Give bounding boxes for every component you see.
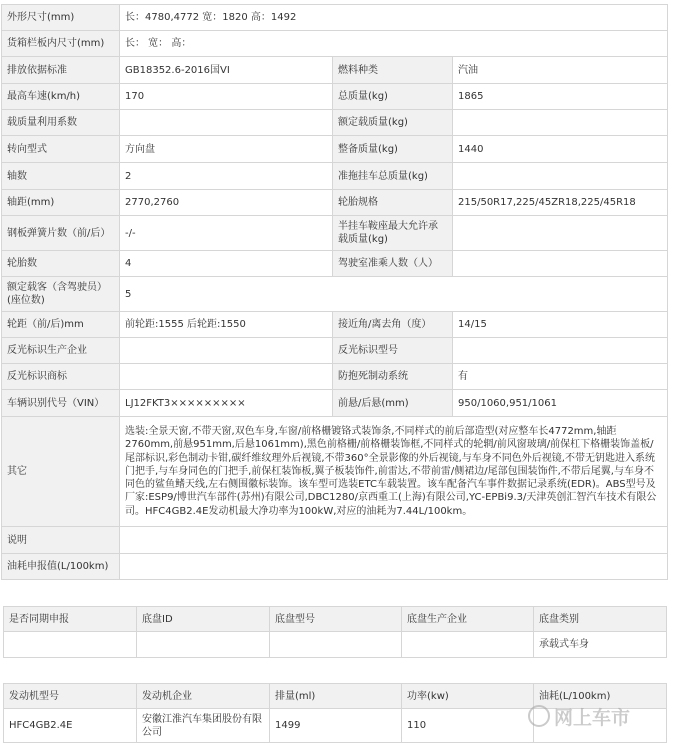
spec-value: 2	[120, 163, 333, 190]
spec-row	[2, 216, 668, 251]
engine-header-cell: 排量(ml)	[270, 684, 402, 709]
spec-value: 14/15	[453, 312, 668, 338]
spec-label: 整备质量(kg)	[333, 136, 453, 163]
chassis-header-cell: 底盘ID	[137, 607, 270, 632]
spec-row	[2, 5, 668, 31]
spec-value: 长：4780,4772 宽：1820 高：1492	[120, 5, 668, 31]
spec-row	[2, 190, 668, 216]
spec-label: 最高车速(km/h)	[2, 84, 120, 110]
spec-label: 排放依据标准	[2, 57, 120, 84]
chassis-value-cell: 承载式车身	[534, 632, 667, 658]
chassis-value-row	[4, 632, 667, 658]
spec-label: 车辆识别代号（VIN）	[2, 390, 120, 417]
spec-label: 总质量(kg)	[333, 84, 453, 110]
spec-label: 轮胎规格	[333, 190, 453, 216]
spec-value: 170	[120, 84, 333, 110]
spec-value: 汽油	[453, 57, 668, 84]
chassis-value-cell	[270, 632, 402, 658]
spec-value: 950/1060,951/1061	[453, 390, 668, 417]
chassis-header-cell: 底盘生产企业	[402, 607, 534, 632]
spec-label: 反光标识型号	[333, 338, 453, 364]
spec-label: 准拖挂车总质量(kg)	[333, 163, 453, 190]
spec-label: 半挂车鞍座最大允许承载质量(kg)	[333, 216, 453, 251]
spec-row	[2, 417, 668, 527]
spec-label: 接近角/离去角（度）	[333, 312, 453, 338]
chassis-header-cell: 底盘类别	[534, 607, 667, 632]
spec-value	[120, 527, 668, 554]
spec-value: LJ12FKT3×××××××××	[120, 390, 333, 417]
spec-row	[2, 554, 668, 580]
engine-value-cell: 安徽江淮汽车集团股份有限公司	[137, 709, 270, 743]
spec-row	[2, 110, 668, 136]
spec-value: -/-	[120, 216, 333, 251]
spec-row	[2, 390, 668, 417]
spec-label: 反光标识商标	[2, 364, 120, 390]
spec-value	[120, 364, 333, 390]
spec-value: 选装:全景天窗,不带天窗,双色车身,车窗/前格栅镀铬式装饰条,不同样式的前后部造型(对应整车长4772mm,轴距2760mm,前悬951mm,后悬1061mm),黑色前格栅/前格栅装饰框,不同样式的轮辋/前风窗玻璃/前保杠下格栅装饰盖板/尾部标识,彩色制动卡钳,碳纤维纹理外后视镜,不带360°全景影像的外后视镜,与车身不同色外后视镜,不带无钥匙进入系统门把手,与车身同色的门把手,前保杠装饰板,翼子板装饰件,前雷达,不带前雷/侧裙边/尾部包围装饰件,不带后尾翼,与车身不同色的鲨鱼鳍天线,左右侧围徽标装饰。该车型可选装ETC车载装置。该车配备汽车事件数据记录系统(EDR)。ABS型号及厂家:ESP9/博世汽车部件(苏州)有限公司,DBC1280/京西重工(上海)有限公司,YC-EPBi9.3/天津英创汇智汽车技术有限公司。HFC4GB2.4E发动机最大净功率为100kW,对应的油耗为7.44L/100km。	[120, 417, 668, 527]
engine-header-cell: 功率(kw)	[402, 684, 534, 709]
watermark-logo-icon	[528, 705, 550, 727]
spec-value	[453, 163, 668, 190]
engine-header-cell: 油耗(L/100km)	[534, 684, 667, 709]
spec-label: 转向型式	[2, 136, 120, 163]
spec-row	[2, 31, 668, 57]
spec-value: 215/50R17,225/45ZR18,225/45R18	[453, 190, 668, 216]
spec-label: 燃料种类	[333, 57, 453, 84]
spec-row	[2, 163, 668, 190]
chassis-table	[3, 606, 667, 658]
engine-header-cell: 发动机型号	[4, 684, 137, 709]
spec-value: 2770,2760	[120, 190, 333, 216]
engine-value-cell: HFC4GB2.4E	[4, 709, 137, 743]
spec-value: 1440	[453, 136, 668, 163]
spec-label: 钢板弹簧片数（前/后）	[2, 216, 120, 251]
chassis-value-cell	[137, 632, 270, 658]
spec-value: GB18352.6-2016国VI	[120, 57, 333, 84]
spec-row	[2, 338, 668, 364]
spec-value: 1865	[453, 84, 668, 110]
chassis-header-row	[4, 607, 667, 632]
spec-label: 额定载客（含驾驶员）(座位数)	[2, 277, 120, 312]
spec-label: 轮胎数	[2, 251, 120, 277]
vehicle-spec-table	[1, 4, 668, 580]
spec-label: 防抱死制动系统	[333, 364, 453, 390]
spec-row	[2, 84, 668, 110]
spec-value: 有	[453, 364, 668, 390]
spec-label: 轮距（前/后)mm	[2, 312, 120, 338]
spec-label: 额定载质量(kg)	[333, 110, 453, 136]
spec-label: 其它	[2, 417, 120, 527]
watermark-text: 网上车市	[554, 706, 631, 729]
spec-row	[2, 277, 668, 312]
spec-value	[453, 338, 668, 364]
spec-label: 说明	[2, 527, 120, 554]
spec-label: 前悬/后悬(mm)	[333, 390, 453, 417]
spec-label: 油耗申报值(L/100km)	[2, 554, 120, 580]
spec-value: 方向盘	[120, 136, 333, 163]
engine-value-cell: 110	[402, 709, 534, 743]
spec-label: 轴距(mm)	[2, 190, 120, 216]
spec-value	[453, 110, 668, 136]
engine-header-cell: 发动机企业	[137, 684, 270, 709]
spec-row	[2, 312, 668, 338]
spec-value	[453, 216, 668, 251]
chassis-header-cell: 是否同期申报	[4, 607, 137, 632]
chassis-header-cell: 底盘型号	[270, 607, 402, 632]
spec-row	[2, 527, 668, 554]
chassis-value-cell	[4, 632, 137, 658]
spec-label: 载质量利用系数	[2, 110, 120, 136]
spec-value: 前轮距:1555 后轮距:1550	[120, 312, 333, 338]
spec-value: 长： 宽： 高：	[120, 31, 668, 57]
watermark	[528, 700, 658, 732]
spec-label: 反光标识生产企业	[2, 338, 120, 364]
engine-value-cell: 1499	[270, 709, 402, 743]
spec-value	[120, 338, 333, 364]
spec-value	[120, 110, 333, 136]
spec-value	[120, 554, 668, 580]
chassis-value-cell	[402, 632, 534, 658]
spec-label: 驾驶室准乘人数（人）	[333, 251, 453, 277]
spec-value: 5	[120, 277, 668, 312]
spec-row	[2, 57, 668, 84]
spec-value	[453, 251, 668, 277]
spec-value: 4	[120, 251, 333, 277]
spec-row	[2, 136, 668, 163]
spec-row	[2, 251, 668, 277]
spec-label: 轴数	[2, 163, 120, 190]
spec-label: 货箱栏板内尺寸(mm)	[2, 31, 120, 57]
spec-label: 外形尺寸(mm)	[2, 5, 120, 31]
spec-row	[2, 364, 668, 390]
